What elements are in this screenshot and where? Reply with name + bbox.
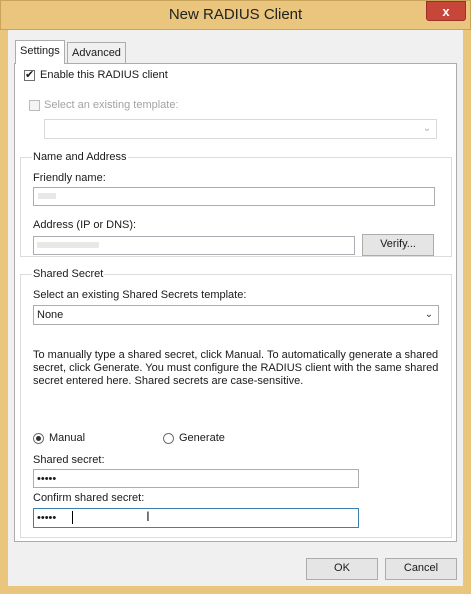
existing-template-label: Select an existing template: bbox=[44, 99, 179, 111]
checkmark-icon: ✔ bbox=[25, 69, 35, 81]
chevron-down-icon: ⌄ bbox=[424, 309, 434, 320]
tab-advanced[interactable]: Advanced bbox=[67, 42, 126, 63]
window-frame-bottom bbox=[0, 586, 471, 594]
close-button[interactable]: x bbox=[426, 1, 466, 21]
shared-secret-input[interactable]: ••••• bbox=[33, 469, 359, 488]
text-cursor-icon: I bbox=[146, 508, 150, 524]
secret-template-select[interactable]: None bbox=[33, 305, 439, 325]
shared-secret-description: To manually type a shared secret, click Manual. To automatically generate a shared secret, click Generate. You must configure the RADIUS client with the same shared secret entered here. Shared secrets are case-sensitive. bbox=[33, 349, 439, 387]
shared-secret-label: Shared secret: bbox=[33, 454, 105, 466]
verify-button[interactable]: Verify... bbox=[362, 234, 434, 256]
friendly-name-label: Friendly name: bbox=[33, 172, 106, 184]
window-frame-left bbox=[0, 30, 8, 594]
ok-button[interactable]: OK bbox=[306, 558, 378, 580]
secret-template-label: Select an existing Shared Secrets template: bbox=[33, 289, 247, 301]
shared-secret-group-label: Shared Secret bbox=[33, 268, 104, 280]
radio-selected-dot bbox=[36, 436, 41, 441]
friendly-name-input[interactable] bbox=[33, 187, 435, 206]
existing-template-select[interactable] bbox=[44, 119, 437, 139]
chevron-down-icon: ⌄ bbox=[422, 123, 432, 134]
redacted-text bbox=[37, 242, 99, 248]
cancel-button[interactable]: Cancel bbox=[385, 558, 457, 580]
enable-client-checkbox[interactable] bbox=[24, 70, 35, 81]
manual-radio[interactable] bbox=[33, 433, 44, 444]
redacted-text bbox=[38, 193, 56, 199]
manual-radio-label[interactable]: Manual bbox=[49, 432, 86, 444]
generate-radio-label[interactable]: Generate bbox=[179, 432, 225, 444]
confirm-secret-input[interactable]: ••••• bbox=[33, 508, 359, 528]
name-address-group-label: Name and Address bbox=[33, 151, 127, 163]
enable-client-label[interactable]: Enable this RADIUS client bbox=[40, 69, 168, 81]
confirm-secret-label: Confirm shared secret: bbox=[33, 492, 145, 504]
text-caret bbox=[72, 511, 73, 524]
existing-template-checkbox[interactable] bbox=[29, 100, 40, 111]
tab-settings[interactable]: Settings bbox=[15, 40, 65, 64]
generate-radio[interactable] bbox=[163, 433, 174, 444]
window-title: New RADIUS Client bbox=[168, 6, 303, 23]
window-frame-right bbox=[463, 30, 471, 594]
address-label: Address (IP or DNS): bbox=[33, 219, 137, 231]
